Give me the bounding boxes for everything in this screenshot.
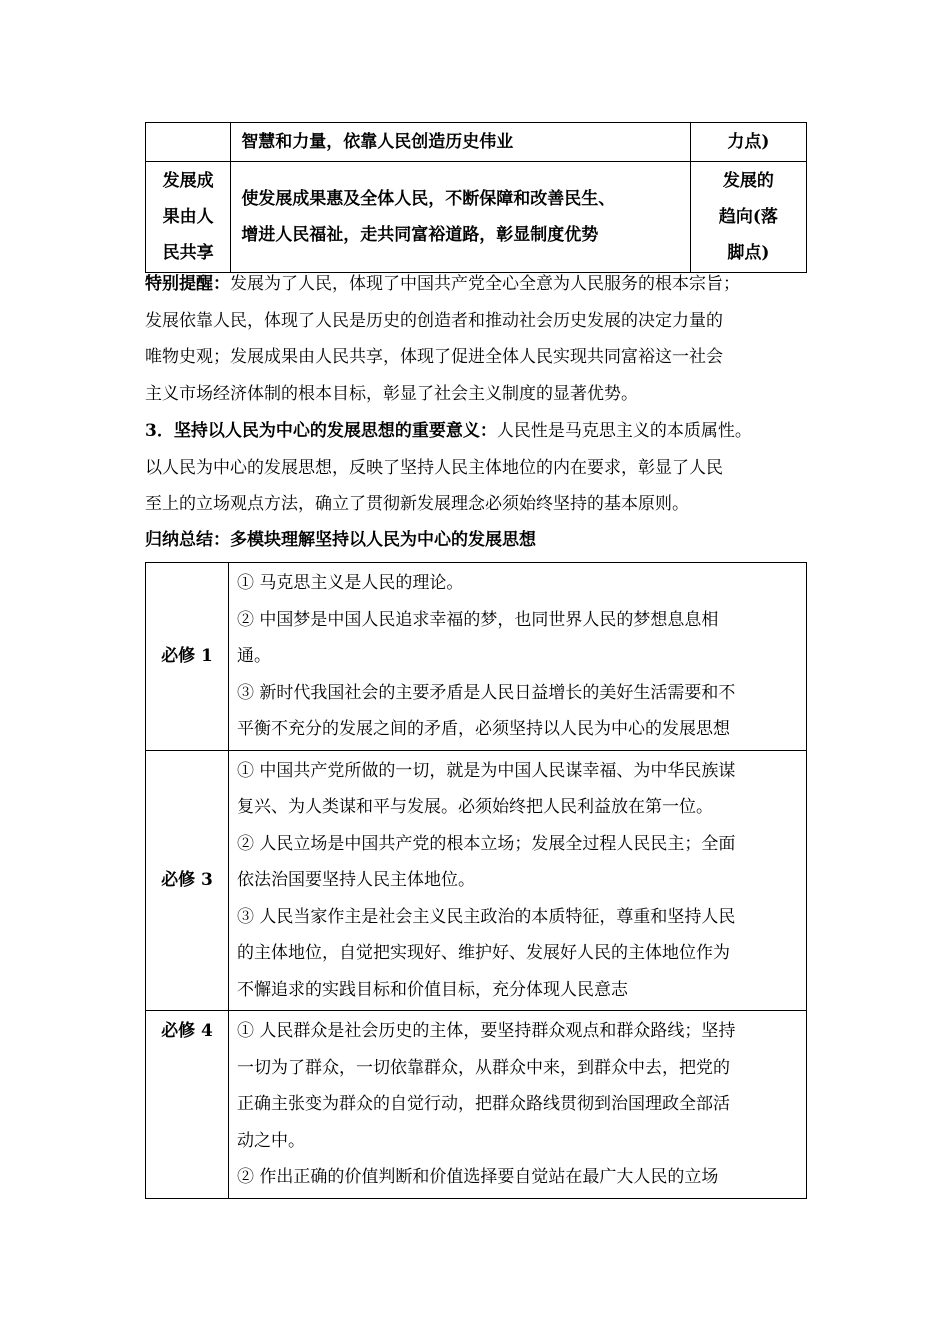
- development-table: [145, 122, 807, 273]
- special-note: 特别提醒：发展为了人民，体现了中国共产党全心全意为人民服务的根本宗旨； 发展依靠人民，体现了人民是历史的创造者和推动社会历史发展的决定力量的 唯物史观；发展成果由人民共享，体现了促进全体人民实现共同富裕这一社会 主义市场经济体制的根本目标，彰显了社会主义制度的显著优势。: [145, 274, 740, 404]
- table-row: [146, 162, 807, 273]
- table-cell: 智慧和力量，依靠人民创造历史伟业: [231, 123, 691, 162]
- table-cell: 使发展成果惠及全体人民，不断保障和改善民生、 增进人民福祉，走共同富裕道路，彰显制度优势: [231, 162, 691, 273]
- point-3-paragraph: 3．坚持以人民为中心的发展思想的重要意义：人民性是马克思主义的本质属性。 以人民为中心的发展思想，反映了坚持人民主体地位的内在要求，彰显了人民 至上的立场观点方法，确立了贯彻新发展理念必须始终坚持的基本原则。: [145, 421, 752, 514]
- module-content: ① 中国共产党所做的一切，就是为中国人民谋幸福、为中华民族谋 复兴、为人类谋和平与发展。必须始终把人民利益放在第一位。 ② 人民立场是中国共产党的根本立场；发展全过程人民民主；全面 依法治国要坚持人民主体地位。 ③ 人民当家作主是社会主义民主政治的本质特征，尊重和坚持人民 的主体地位，自觉把实现好、维护好、发展好人民的主体地位作为 不懈追求的实践目标和价值目标，充分体现人民意志: [229, 750, 807, 1011]
- table-cell: 发展成 果由人 民共享: [146, 162, 231, 273]
- module-label: 必修 1: [146, 563, 229, 751]
- table-row: [146, 123, 807, 162]
- table-cell: [146, 123, 231, 162]
- special-note-label: 特别提醒：: [145, 274, 230, 294]
- table-cell: 发展的 趋向(落 脚点): [690, 162, 806, 273]
- point-3-heading: 3．坚持以人民为中心的发展思想的重要意义：: [145, 421, 497, 441]
- table-cell: 力点): [690, 123, 806, 162]
- summary-heading: 归纳总结：多模块理解坚持以人民为中心的发展思想: [145, 530, 536, 550]
- module-content: ① 马克思主义是人民的理论。 ② 中国梦是中国人民追求幸福的梦，也同世界人民的梦想息息相 通。 ③ 新时代我国社会的主要矛盾是人民日益增长的美好生活需要和不 平衡不充分的发展之间的矛盾，必须坚持以人民为中心的发展思想: [229, 563, 807, 751]
- module-label: 必修 3: [146, 750, 229, 1011]
- summary-table: [145, 562, 807, 1199]
- module-content: ① 人民群众是社会历史的主体，要坚持群众观点和群众路线；坚持 一切为了群众，一切依靠群众，从群众中来，到群众中去，把党的 正确主张变为群众的自觉行动，把群众路线贯彻到治国理政全部活 动之中。 ② 作出正确的价值判断和价值选择要自觉站在最广大人民的立场: [229, 1011, 807, 1199]
- table-row: [146, 563, 807, 751]
- module-label: 必修 4: [146, 1011, 229, 1199]
- table-row: [146, 750, 807, 1011]
- table-row: [146, 1011, 807, 1199]
